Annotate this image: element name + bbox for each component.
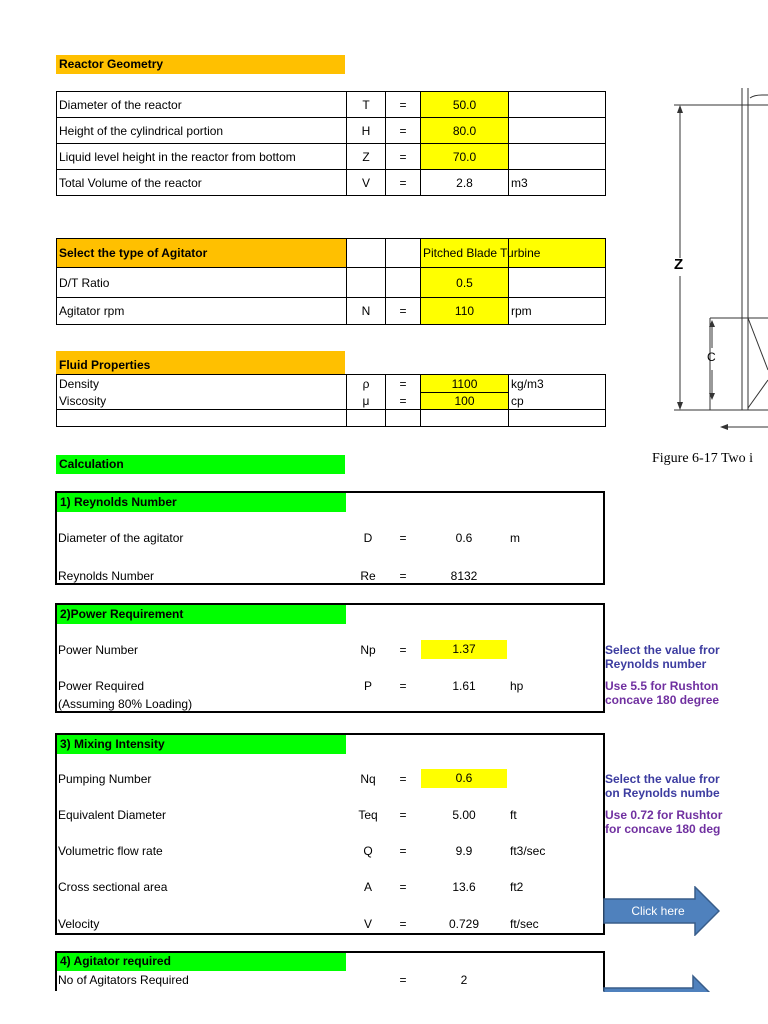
hint-line: concave 180 degree — [605, 693, 720, 707]
cross-section-value: 13.6 — [452, 880, 476, 894]
cell-empty — [509, 410, 606, 427]
mixing-section — [55, 733, 605, 935]
agitator-diameter-label: Diameter of the agitator — [58, 531, 184, 545]
cell-unit: rpm — [509, 298, 606, 325]
flow-rate-value: 9.9 — [455, 844, 473, 858]
click-here-label: Click here — [631, 904, 685, 918]
cell-symbol — [347, 268, 386, 298]
cell-symbol — [347, 239, 386, 268]
power-required-label: Power Required — [58, 679, 145, 693]
dt-ratio-input[interactable]: 0.5 — [421, 268, 509, 298]
figure-z-label: Z — [674, 256, 684, 273]
pumping-rushton-hint — [605, 808, 722, 836]
hint-line: Reynolds number — [605, 657, 707, 671]
velocity-symbol: V — [363, 917, 372, 931]
hint-line: Use 5.5 for Rushton — [605, 679, 719, 693]
cell-empty — [386, 410, 421, 427]
cell-eq: = — [386, 144, 421, 170]
cell-eq: = — [386, 298, 421, 325]
power-number-symbol: Np — [360, 643, 376, 657]
cell-label: Diameter of the reactor — [57, 92, 347, 118]
agitator-diameter-value: 0.6 — [455, 531, 473, 545]
eq-sign: = — [399, 808, 407, 822]
pumping-number-input[interactable]: 0.6 — [421, 769, 507, 788]
agitator-table — [56, 238, 606, 325]
cross-section-unit: ft2 — [510, 880, 524, 894]
reynolds-number-symbol: Re — [360, 569, 376, 583]
reactor-figure — [650, 80, 768, 440]
calculation-header: Calculation — [56, 455, 345, 474]
cell-eq: = — [386, 375, 421, 393]
equivalent-diameter-label: Equivalent Diameter — [58, 808, 167, 822]
hint-line: Select the value fror — [605, 643, 720, 657]
second-arrow-button[interactable] — [603, 972, 718, 992]
flow-rate-label: Volumetric flow rate — [58, 844, 163, 858]
reynolds-number-value: 8132 — [450, 569, 478, 583]
reynolds-header: 1) Reynolds Number — [57, 493, 346, 512]
reactor-geometry-header: Reactor Geometry — [56, 55, 345, 74]
cell-eq: = — [386, 92, 421, 118]
power-section — [55, 603, 605, 713]
agitator-rpm-input[interactable]: 110 — [421, 298, 509, 325]
agitator-type-value: Pitched Blade Turbine — [423, 246, 541, 260]
cell-label: Height of the cylindrical portion — [57, 118, 347, 144]
reactor-height-input[interactable]: 80.0 — [421, 118, 509, 144]
cell-label: Agitator rpm — [57, 298, 347, 325]
pumping-number-label: Pumping Number — [58, 772, 152, 786]
velocity-value: 0.729 — [448, 917, 480, 931]
cell-unit — [509, 92, 606, 118]
cell-symbol: V — [347, 170, 386, 196]
reynolds-section — [55, 491, 605, 585]
power-required-value: 1.61 — [452, 679, 476, 693]
cell-eq: = — [386, 170, 421, 196]
cell-unit — [509, 268, 606, 298]
agitator-diameter-unit: m — [510, 531, 520, 545]
velocity-label: Velocity — [58, 917, 100, 931]
cell-empty — [347, 410, 386, 427]
click-here-button[interactable] — [603, 886, 720, 936]
liquid-level-input[interactable]: 70.0 — [421, 144, 509, 170]
cell-unit — [509, 144, 606, 170]
power-header: 2)Power Requirement — [57, 605, 346, 624]
agitator-diameter-symbol: D — [363, 531, 373, 545]
mixing-header: 3) Mixing Intensity — [57, 735, 346, 754]
eq-sign: = — [399, 917, 407, 931]
cell-label: Density — [57, 375, 347, 393]
hint-line: on Reynolds numbe — [605, 786, 720, 800]
figure-c-label: C — [707, 350, 716, 364]
equivalent-diameter-symbol: Teq — [358, 808, 378, 822]
cell-symbol: H — [347, 118, 386, 144]
eq-sign: = — [399, 973, 407, 987]
flow-rate-symbol: Q — [363, 844, 373, 858]
agitator-type-select[interactable] — [421, 239, 541, 268]
fluid-table — [56, 374, 606, 427]
power-number-hint — [605, 643, 720, 671]
equivalent-diameter-value: 5.00 — [452, 808, 476, 822]
arrow-right-icon — [603, 972, 718, 992]
cell-unit — [509, 118, 606, 144]
agitator-required-header: 4) Agitator required — [57, 953, 346, 971]
equivalent-diameter-unit: ft — [510, 808, 517, 822]
flow-rate-unit: ft3/sec — [510, 844, 546, 858]
cell-eq — [386, 268, 421, 298]
power-required-unit: hp — [510, 679, 524, 693]
cell-label: Total Volume of the reactor — [57, 170, 347, 196]
cell-unit: m3 — [509, 170, 606, 196]
eq-sign: = — [399, 679, 407, 693]
eq-sign: = — [399, 643, 407, 657]
hint-line: for concave 180 deg — [605, 822, 721, 836]
power-number-input[interactable]: 1.37 — [421, 640, 507, 659]
cell-eq — [386, 239, 421, 268]
power-rushton-hint — [605, 679, 719, 707]
pumping-number-symbol: Nq — [360, 772, 376, 786]
fluid-properties-header: Fluid Properties — [56, 351, 345, 375]
agitator-type-header: Select the type of Agitator — [57, 239, 347, 268]
total-volume-value: 2.8 — [421, 170, 509, 196]
power-required-note: (Assuming 80% Loading) — [58, 697, 193, 711]
eq-sign: = — [399, 772, 407, 786]
pumping-number-hint — [605, 772, 720, 800]
cell-empty — [421, 410, 509, 427]
eq-sign: = — [399, 569, 407, 583]
reactor-diagram — [650, 80, 768, 440]
cell-empty — [57, 410, 347, 427]
cell-label: D/T Ratio — [57, 268, 347, 298]
cell-label: Viscosity — [57, 393, 347, 410]
cell-symbol: T — [347, 92, 386, 118]
figure-caption: Figure 6-17 Two i — [652, 451, 754, 466]
cell-eq: = — [386, 118, 421, 144]
density-input[interactable]: 1100 — [421, 375, 509, 393]
hint-line: Use 0.72 for Rushtor — [605, 808, 723, 822]
reynolds-number-label: Reynolds Number — [58, 569, 155, 583]
cell-label: Liquid level height in the reactor from bottom — [57, 144, 347, 170]
cell-symbol: N — [347, 298, 386, 325]
cell-symbol: μ — [347, 393, 386, 410]
power-required-symbol: P — [363, 679, 372, 693]
eq-sign: = — [399, 880, 407, 894]
viscosity-input[interactable]: 100 — [421, 393, 509, 410]
hint-line: Select the value fror — [605, 772, 720, 786]
reactor-geometry-table — [56, 91, 606, 196]
cell-unit: kg/m3 — [509, 375, 606, 393]
eq-sign: = — [399, 531, 407, 545]
eq-sign: = — [399, 844, 407, 858]
agitators-required-value: 2 — [460, 973, 468, 987]
cell-symbol: ρ — [347, 375, 386, 393]
cross-section-label: Cross sectional area — [58, 880, 168, 894]
power-number-label: Power Number — [58, 643, 139, 657]
reactor-diameter-input[interactable]: 50.0 — [421, 92, 509, 118]
cell-symbol: Z — [347, 144, 386, 170]
agitator-required-section — [55, 951, 605, 991]
cell-eq: = — [386, 393, 421, 410]
velocity-unit: ft/sec — [510, 917, 539, 931]
agitators-required-label: No of Agitators Required — [58, 973, 189, 987]
cross-section-symbol: A — [363, 880, 372, 894]
cell-unit: cp — [509, 393, 606, 410]
